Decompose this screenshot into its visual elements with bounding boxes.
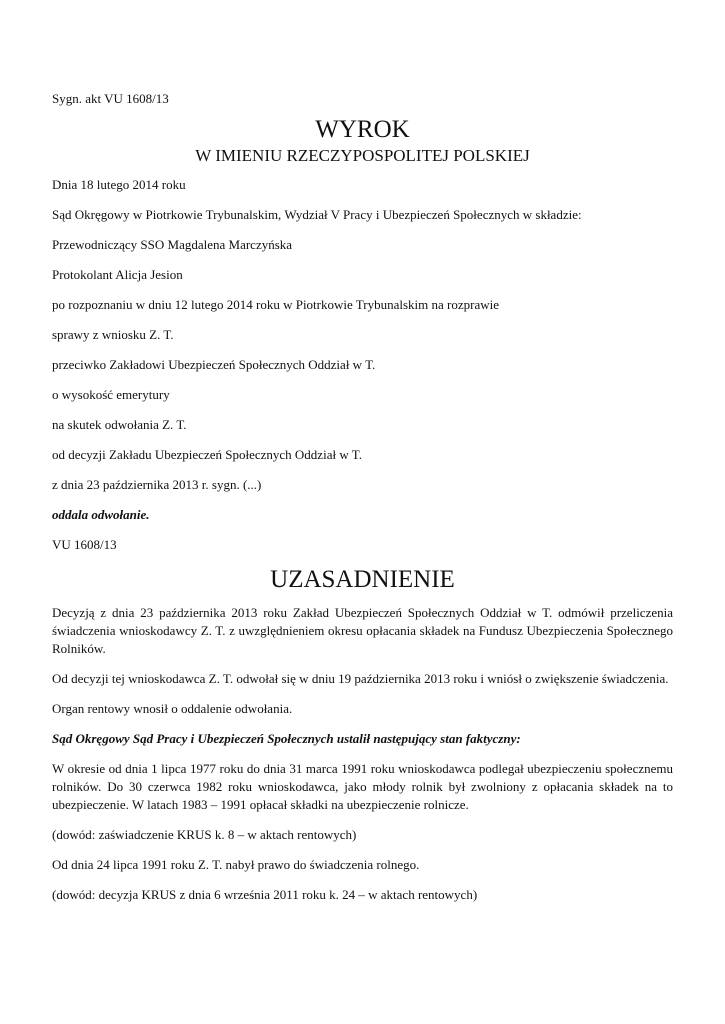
case-respondent: przeciwko Zakładowi Ubezpieczeń Społecznych Oddział w T.	[52, 357, 376, 372]
hearing-info: po rozpoznaniu w dniu 12 lutego 2014 roku w Piotrkowie Trybunalskim na rozprawie	[52, 297, 499, 312]
justification-case-ref: VU 1608/13	[52, 537, 117, 552]
ruling-text: oddala odwołanie.	[52, 507, 150, 522]
justification-heading: UZASADNIENIE	[270, 566, 455, 593]
facts-heading: Sąd Okręgowy Sąd Pracy i Ubezpieczeń Społecznych ustalił następujący stan faktyczny:	[52, 731, 521, 746]
document-title: WYROK	[315, 116, 410, 143]
justification-paragraph-5: W okresie od dnia 1 lipca 1977 roku do dnia 31 marca 1991 roku wnioskodawca podlegał ubezpieczeniu społecznemu rolników. Do 30 czerwca 1982 roku wnioskodawca, jako młody rolnik był zwolniony z opłacania składek na to ubezpieczenie. W latach 1983 – 1991 opłacał składki na ubezpieczenie rolnicze.	[52, 761, 673, 812]
court-composition: Sąd Okręgowy w Piotrkowie Trybunalskim, Wydział V Pracy i Ubezpieczeń Społecznych w składzie:	[52, 207, 582, 222]
evidence-note-2: (dowód: decyzja KRUS z dnia 6 września 2011 roku k. 24 – w aktach rentowych)	[52, 887, 478, 902]
case-subject: o wysokość emerytury	[52, 387, 170, 402]
document-subtitle: W IMIENIU RZECZYPOSPOLITEJ POLSKIEJ	[195, 146, 530, 165]
justification-paragraph-1: Decyzją z dnia 23 października 2013 roku Zakład Ubezpieczeń Społecznych Oddział w T. odmówił przeliczenia świadczenia wnioskodawcy Z. T. z uwzględnieniem okresu opłacania składek na Fundusz Ubezpieczenia Społecznego Rolników.	[52, 605, 673, 656]
case-applicant: sprawy z wniosku Z. T.	[52, 327, 174, 342]
judgment-date: Dnia 18 lutego 2014 roku	[52, 177, 186, 192]
appeal-info: na skutek odwołania Z. T.	[52, 417, 187, 432]
decision-date: z dnia 23 października 2013 r. sygn. (...)	[52, 477, 262, 492]
evidence-note-1: (dowód: zaświadczenie KRUS k. 8 – w aktach rentowych)	[52, 827, 357, 842]
justification-paragraph-2: Od decyzji tej wnioskodawca Z. T. odwołał się w dniu 19 października 2013 roku i wniósł o zwiększenie świadczenia.	[52, 671, 669, 686]
case-number: Sygn. akt VU 1608/13	[52, 91, 169, 106]
decision-origin: od decyzji Zakładu Ubezpieczeń Społecznych Oddział w T.	[52, 447, 362, 462]
document-page	[52, 90, 673, 916]
justification-paragraph-7: Od dnia 24 lipca 1991 roku Z. T. nabył prawo do świadczenia rolnego.	[52, 857, 420, 872]
presiding-judge: Przewodniczący SSO Magdalena Marczyńska	[52, 237, 293, 252]
justification-paragraph-3: Organ rentowy wnosił o oddalenie odwołania.	[52, 701, 293, 716]
court-clerk: Protokolant Alicja Jesion	[52, 267, 183, 282]
